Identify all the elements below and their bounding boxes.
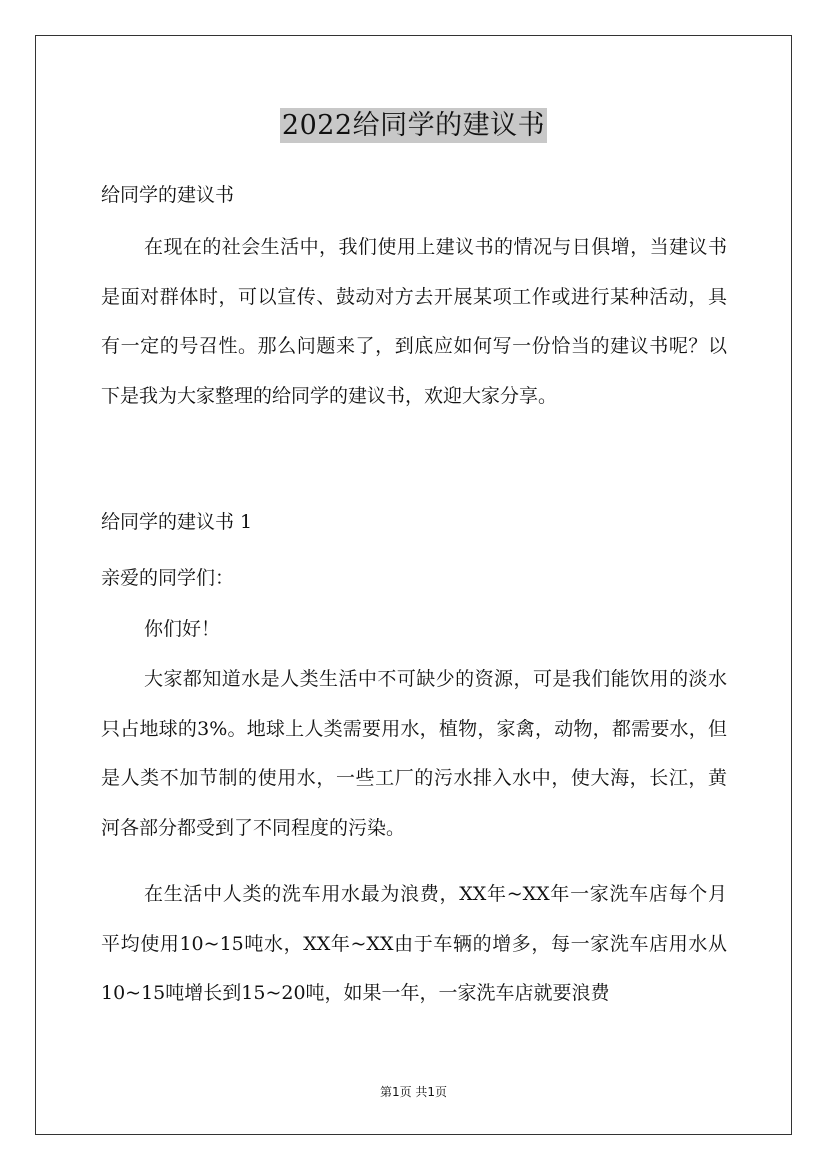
section-heading: 给同学的建议书 1 [101,511,253,533]
document-title [0,103,827,142]
page-footer: 第1页 共1页 [379,1085,448,1099]
subtitle: 给同学的建议书 [101,184,235,206]
salutation: 亲爱的同学们： [101,567,235,589]
body-paragraph-1: 大家都知道水是人类生活中不可缺少的资源，可是我们能饮用的淡水只占地球的3%。地球上人类需要用水，植物，家禽，动物，都需要水，但是人类不加节制的使用水，一些工厂的污水排入水中，使大海，长江，黄河各部分都受到了不同程度的污染。 [101,668,727,839]
greeting: 你们好！ [144,618,221,640]
intro-paragraph: 在现在的社会生活中，我们使用上建议书的情况与日俱增，当建议书是面对群体时，可以宣传、鼓动对方去开展某项工作或进行某种活动，具有一定的号召性。那么问题来了，到底应如何写一份恰当的建议书呢？以下是我为大家整理的给同学的建议书，欢迎大家分享。 [101,236,727,407]
title-text: 2022给同学的建议书 [281,110,546,141]
body-paragraph-2: 在生活中人类的洗车用水最为浪费，XX年~XX年一家洗车店每个月平均使用10~15吨水，XX年~XX由于车辆的增多，每一家洗车店用水从10~15吨增长到15~20吨，如果一年，一家洗车店就要浪费 [101,883,727,1004]
